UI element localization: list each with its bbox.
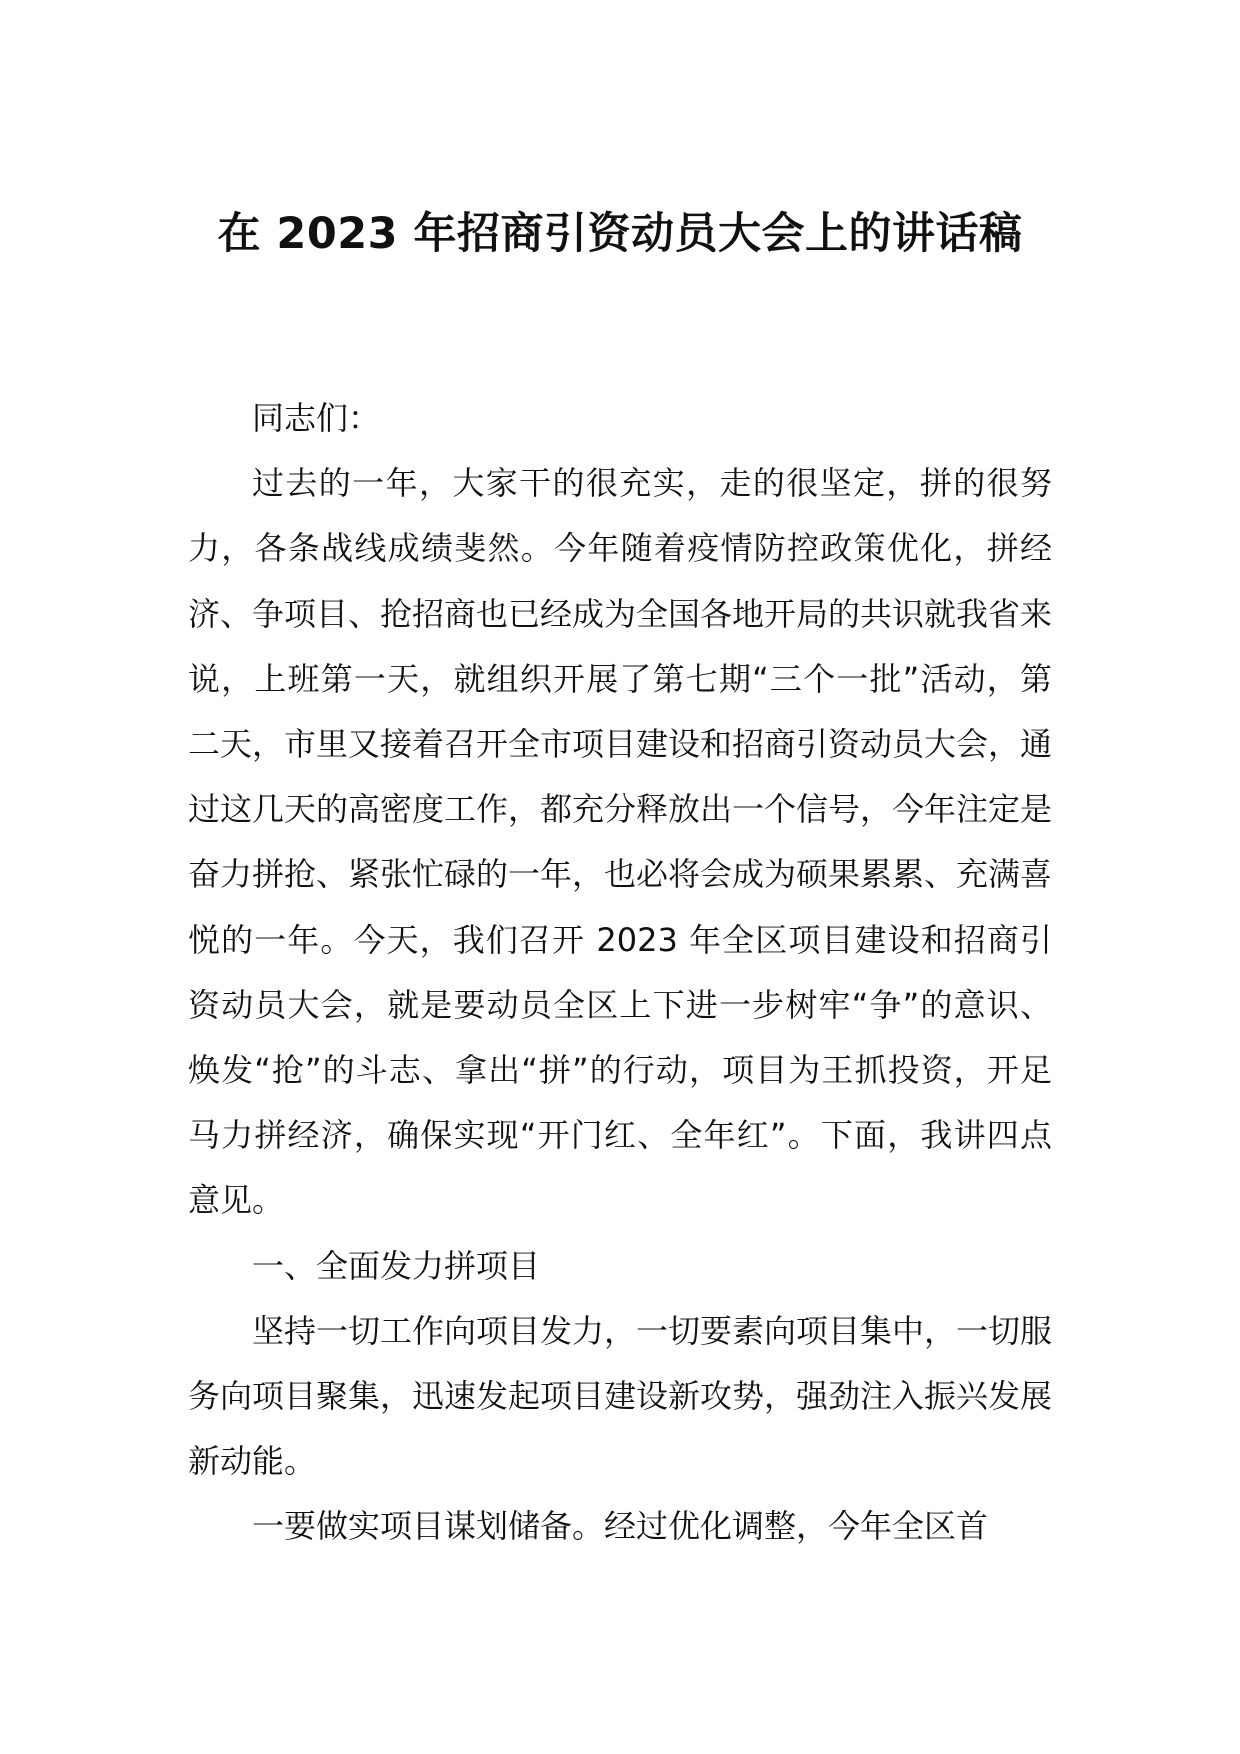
paragraph-intro: 过去的一年，大家干的很充实，走的很坚定，拼的很努力，各条战线成绩斐然。今年随着疫情防控政策优化，拼经济、争项目、抢招商也已经成为全国各地开局的共识就我省来说，上班第一天，就组织开展了第七期“三个一批”活动，第二天，市里又接着召开全市项目建设和招商引资动员大会，通过这几天的高密度工作，都充分释放出一个信号，今年注定是奋力拼抢、紧张忙碌的一年，也必将会成为硕果累累、充满喜悦的一年。今天，我们召开 2023 年全区项目建设和招商引资动员大会，就是要动员全区上下进一步树牢“争”的意识、焕发“抢”的斗志、拿出“拼”的行动，项目为王抓投资，开足马力拼经济，确保实现“开门红、全年红”。下面，我讲四点意见。 [188,464,1053,1220]
paragraph-section-1: 坚持一切工作向项目发力，一切要素向项目集中，一切服务向项目聚集，迅速发起项目建设新攻势，强劲注入振兴发展新动能。 [188,1311,1053,1481]
document-body [188,386,1052,1560]
salutation: 同志们： [252,399,381,437]
document-title: 在 2023 年招商引资动员大会上的讲话稿 [217,209,1023,259]
section-heading-1: 一、全面发力拼项目 [252,1246,541,1285]
paragraph-item-1: 一要做实项目谋划储备。经过优化调整，今年全区首 [252,1507,989,1546]
